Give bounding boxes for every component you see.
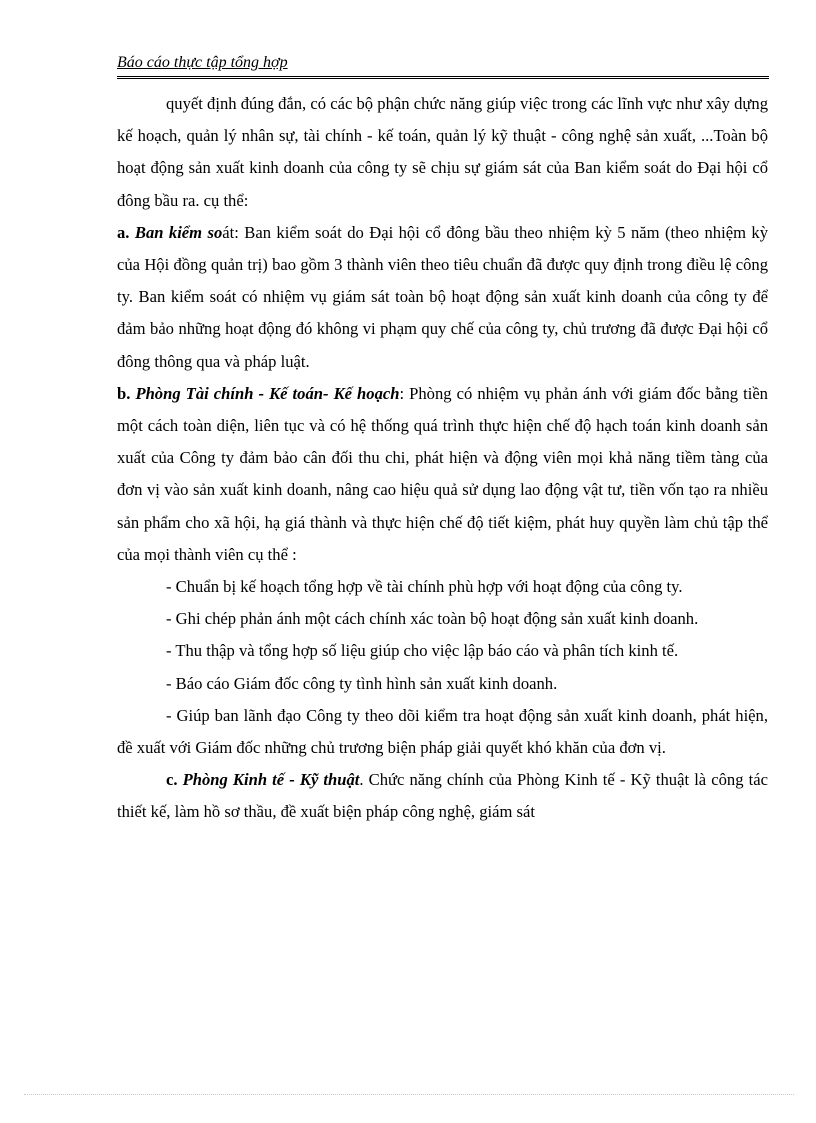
document-body (117, 88, 768, 829)
section-a-text: át: Ban kiểm soát do Đại hội cổ đông bầu theo nhiệm kỳ 5 năm (theo nhiệm kỳ của Hội đồng quản trị) bao gồm 3 thành viên theo tiêu chuẩn đã được quy định trong điều lệ công ty. Ban kiểm soát có nhiệm vụ giám sát toàn bộ hoạt động sản xuất kinh doanh của công ty để đảm bảo những hoạt động đó không vi phạm quy chế của công ty, chủ trương đã được Đại hội cổ đông thông qua và pháp luật. (117, 222, 769, 371)
section-b-label: b. (117, 383, 136, 403)
section-a-title: Ban kiểm so (134, 222, 223, 242)
section-b-title: Phòng Tài chính - Kế toán- Kế hoạch (135, 383, 400, 403)
section-c-text: . Chức năng chính của Phòng Kinh tế - Kỹ thuật là công tác thiết kế, làm hồ sơ thầu, đề xuất biện pháp công nghệ, giám sát (117, 770, 768, 822)
page-header (117, 54, 769, 79)
bullet-item: - Báo cáo Giám đốc công ty tình hình sản xuất kinh doanh. (166, 673, 558, 693)
section-b-paragraph (117, 378, 768, 571)
section-c-title: Phòng Kinh tế - Kỹ thuật (182, 770, 360, 790)
section-a-paragraph (117, 217, 768, 378)
bullet-item: - Ghi chép phản ánh một cách chính xác toàn bộ hoạt động sản xuất kinh doanh. (166, 609, 699, 629)
section-c-label: c. (166, 770, 183, 790)
section-b-text: : Phòng có nhiệm vụ phản ánh với giám đốc bằng tiền một cách toàn diện, liên tục và có hệ thống quá trình thực hiện chế độ hạch toán kinh doanh sản xuất của Công ty đảm bảo cân đối thu chi, phát hiện và động viên mọi khả năng tiềm tàng của đơn vị vào sản xuất kinh doanh, nâng cao hiệu quả sử dụng lao động vật tư, tiền vốn tạo ra nhiều sản phẩm cho xã hội, hạ giá thành và thực hiện chế độ tiết kiệm, phát huy quyền làm chủ tập thể của mọi thành viên cụ thể : (117, 383, 768, 564)
page-bottom-rule (24, 1094, 794, 1095)
bullet-item: - Giúp ban lãnh đạo Công ty theo dõi kiểm tra hoạt động sản xuất kinh doanh, phát hiện, đề xuất với Giám đốc những chủ trương biện pháp giải quyết khó khăn của đơn vị. (117, 705, 768, 758)
bullet-item: - Chuẩn bị kế hoạch tổng hợp về tài chính phù hợp với hoạt động của công ty. (166, 577, 683, 597)
intro-paragraph: quyết định đúng đắn, có các bộ phận chức năng giúp việc trong các lĩnh vực như xây dựng kế hoạch, quản lý nhân sự, tài chính - kế toán, quản lý kỹ thuật - công nghệ sản xuất, ...Toàn bộ hoạt động sản xuất kinh doanh của công ty sẽ chịu sự giám sát của Ban kiểm soát do Đại hội cổ đông bầu ra. cụ thể: (117, 94, 768, 210)
section-a-label: a. (117, 222, 135, 242)
bullet-item: - Thu thập và tổng hợp số liệu giúp cho việc lập báo cáo và phân tích kinh tế. (166, 641, 679, 661)
section-c-paragraph (117, 764, 768, 828)
header-title: Báo cáo thực tập tổng hợp (117, 54, 288, 71)
